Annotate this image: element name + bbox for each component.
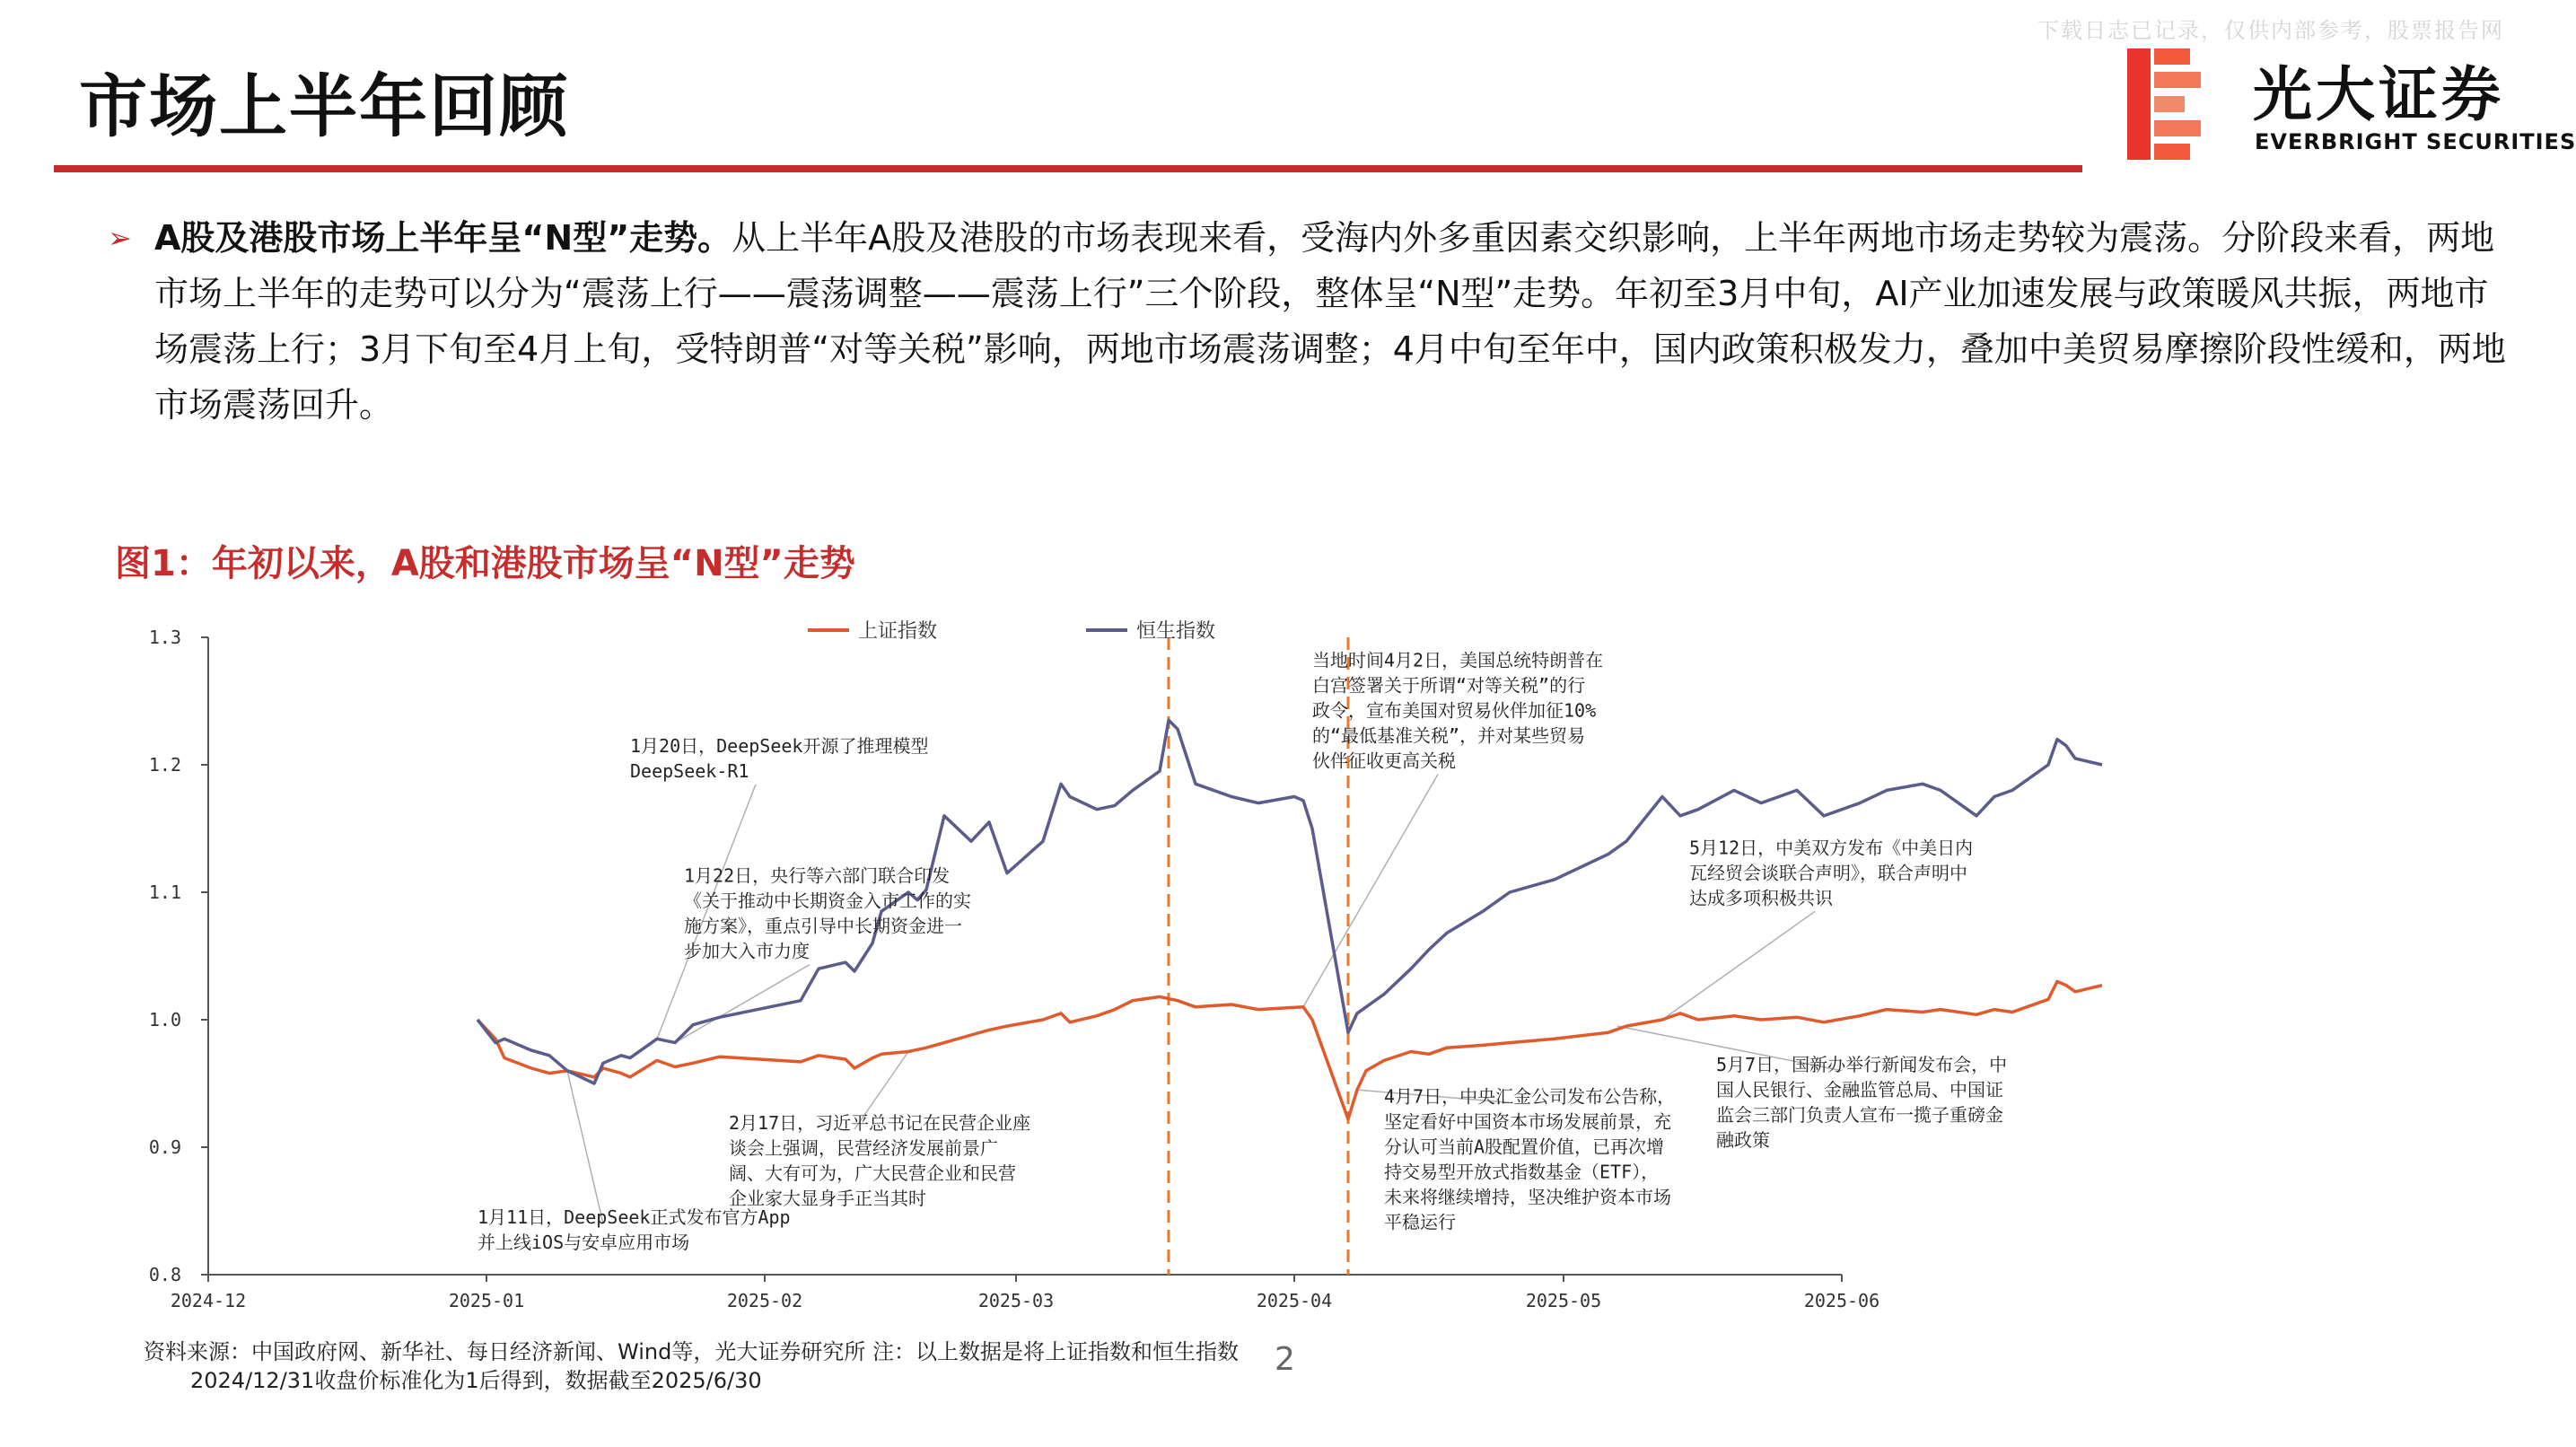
annotation-text: 1月11日，DeepSeek正式发布官方App 并上线iOS与安卓应用市场: [478, 1206, 791, 1254]
y-tick-label: 1.3: [148, 627, 181, 648]
logo: [2127, 47, 2576, 163]
logo-name-cn: 光大证券: [2253, 60, 2504, 129]
x-tick-label: 2025-03: [977, 1290, 1055, 1311]
x-tick-label: 2024-12: [170, 1290, 247, 1311]
source-line-2: 2024/12/31收盘价标准化为1后得到，数据截至2025/6/30: [190, 1368, 762, 1393]
y-tick-label: 1.2: [148, 754, 181, 776]
page-number: 2: [1275, 1341, 1295, 1378]
summary-text: 从上半年A股及港股的市场表现来看，受海内外多重因素交织影响，上半年两地市场走势较为震荡。分阶段来看，两地市场上半年的走势可以分为“震荡上行——震荡调整——震荡上行”三个阶段，整体呈“N型”走势。年初至3月中旬，AI产业加速发展与政策暖风共振，两地市场震荡上行；3月下旬至4月上旬，受特朗普“对等关税”影响，两地市场震荡调整；4月中旬至年中，国内政策积极发力，叠加中美贸易摩擦阶段性缓和，两地市场震荡回升。: [154, 218, 2506, 425]
x-tick-label: 2025-05: [1525, 1290, 1602, 1311]
x-tick-label: 2025-02: [726, 1290, 803, 1311]
annotation-text: 2月17日，习近平总书记在民营企业座谈会上强调，民营经济发展前景广阔、大有可为，广大民营企业和民营企业家大显身手正当其时: [729, 1112, 1031, 1210]
y-tick-label: 0.9: [148, 1136, 181, 1158]
annotation-text: 5月12日，中美双方发布《中美日内瓦经贸会谈联合声明》，联合声明中达成多项积极共识: [1689, 837, 1974, 909]
legend-label: 恒生指数: [1136, 620, 1216, 643]
annotation-text: 5月7日，国新办举行新闻发布会，中国人民银行、金融监管总局、中国证监会三部门负责人宣布一揽子重磅金融政策: [1716, 1053, 2008, 1151]
watermark: 下载日志已记录，仅供内部参考，股票报告网: [2037, 18, 2504, 43]
x-tick-label: 2025-04: [1256, 1290, 1333, 1311]
everbright-logo-icon: [2127, 48, 2217, 160]
source-note: [144, 1337, 1239, 1395]
logo-name-en: EVERBRIGHT SECURITIES: [2255, 129, 2576, 154]
annotation-leader-line: [567, 1071, 603, 1223]
y-tick-label: 0.8: [148, 1264, 181, 1285]
x-tick-label: 2025-06: [1803, 1290, 1880, 1311]
page-title: 市场上半年回顾: [79, 66, 569, 146]
x-tick-label: 2025-01: [448, 1290, 525, 1311]
annotation-text: 4月7日，中央汇金公司发布公告称，坚定看好中国资本市场发展前景，充分认可当前A股配置价值，已再次增持交易型开放式指数基金（ETF），未来将继续增持，坚决维护资本市场平稳运行: [1384, 1085, 1676, 1233]
title-divider: [54, 165, 2082, 172]
annotation-text: 1月20日，DeepSeek开源了推理模型 DeepSeek-R1: [630, 734, 929, 782]
annotation-text: 当地时间4月2日，美国总统特朗普在白宫签署关于所谓“对等关税”的行政令，宣布美国对贸易伙伴加征10%的“最低基准关税”，并对某些贸易伙伴征收更高关税: [1312, 649, 1604, 772]
y-tick-label: 1.1: [148, 881, 181, 903]
y-tick-label: 1.0: [148, 1009, 181, 1030]
legend-label: 上证指数: [858, 620, 938, 643]
summary-lead: A股及港股市场上半年呈“N型”走势。: [154, 218, 732, 258]
bullet-arrow-icon: ➢: [108, 221, 132, 255]
index-line-chart: [108, 610, 2008, 1329]
figure-title: 图1：年初以来，A股和港股市场呈“N型”走势: [115, 543, 855, 584]
annotation-text: 1月22日，央行等六部门联合印发《关于推动中长期资金入市工作的实施方案》，重点引导中长期资金进一步加大入市力度: [684, 864, 971, 962]
annotation-leader-line: [1662, 911, 1815, 1020]
summary-paragraph: [154, 210, 2515, 433]
source-line-1: 资料来源：中国政府网、新华社、每日经济新闻、Wind等，光大证券研究所 注：以上数据是将上证指数和恒生指数: [144, 1339, 1239, 1364]
